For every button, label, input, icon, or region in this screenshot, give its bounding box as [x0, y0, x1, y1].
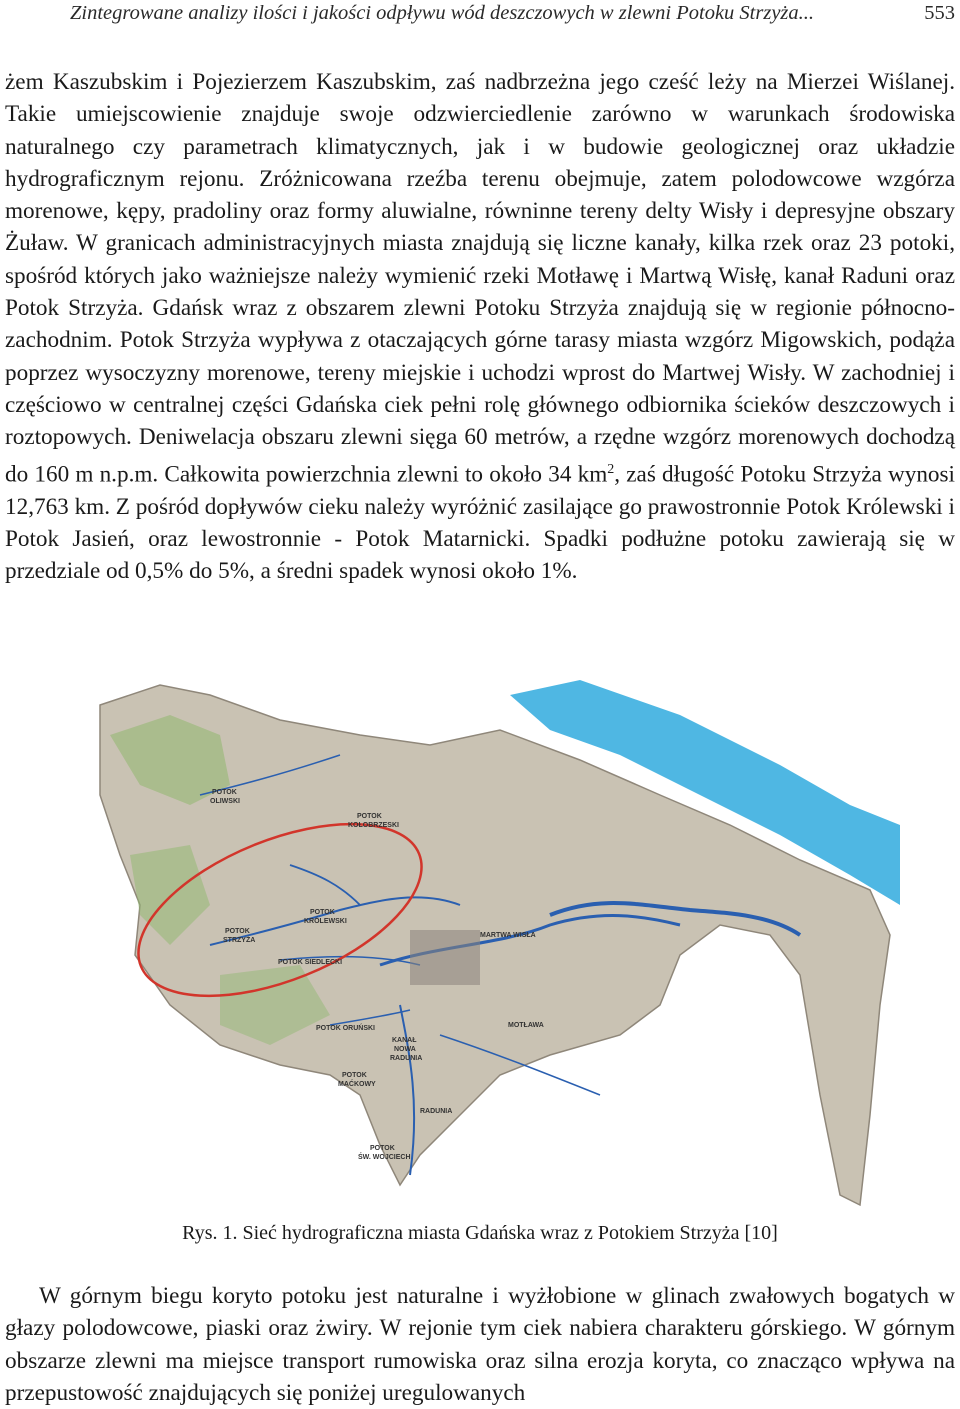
label-potok-siedlecki: POTOK SIEDLECKI: [278, 959, 343, 966]
label-potok-oliwski-1: POTOK: [212, 789, 237, 796]
label-potok-mackowy-2: MAĆKOWY: [338, 1081, 376, 1088]
label-potok-strzyza-1: POTOK: [225, 928, 250, 935]
paragraph-2-text: W górnym biegu koryto potoku jest naturalne i wyżłobione w glinach zwałowych bogatych w głazy polodowcowe, piaski oraz żwiry. W rejonie tym ciek nabiera charakteru górskiego. W górnym obszarze zlewni ma miejsce transport rumowiska oraz silna erozja koryta, co znacząco wpływa na przepustowość znajdujących się poniżej uregulowanych: [5, 1283, 955, 1406]
area-superscript: 2: [607, 461, 615, 477]
label-kanal-nowa-radunia-2: NOWA: [394, 1046, 416, 1053]
body-paragraph-2: [5, 1280, 955, 1409]
city-center: [410, 930, 480, 985]
label-potok-kolobrzeski-1: POTOK: [357, 813, 382, 820]
label-potok-sw-wojciech-1: POTOK: [370, 1145, 395, 1152]
running-title: Zintegrowane analizy ilości i jakości odpływu wód deszczowych w zlewni Potoku Strzyża...: [70, 2, 815, 24]
paragraph-1-end: , zaś długość Potoku Strzyża wynosi 12,763 km. Z pośród dopływów cieku należy wyróżnić zasilające go prawostronnie Potok Królewski i Potok Jasień, oraz lewostronnie - Potok Matarnicki. Spadki podłużne potoku zawierają się w przedziale od 0,5% do 5%, a średni spadek wynosi około 1%.: [5, 461, 955, 585]
body-paragraph-1: [5, 66, 955, 587]
label-potok-orunski: POTOK ORUŃSKI: [316, 1025, 375, 1032]
label-potok-krolewski-1: POTOK: [310, 909, 335, 916]
label-kanal-nowa-radunia-1: KANAŁ: [392, 1037, 417, 1044]
running-header: [0, 0, 960, 40]
paragraph-1-text: żem Kaszubskim i Pojezierzem Kaszubskim, zaś nadbrzeżna jego cześć leży na Mierzei Wiślanej. Takie umiejscowienie znajduje swoje odzwierciedlenie zarówno w warunkach środowiska naturalnego czy parametrach klimatycznych, jak i w budowie geologicznej oraz układzie hydrograficznym rejonu. Zróżnicowana rzeźba terenu obejmuje, zatem polodowcowe wzgórza morenowe, kępy, pradoliny oraz formy aluwialne, równinne tereny delty Wisły i depresyjne obszary Żuław. W granicach administracyjnych miasta znajdują się liczne kanały, kilka rzek oraz 23 potoki, spośród których jako ważniejsze należy wymienić rzeki Motławę i Martwą Wisłę, kanał Raduni oraz Potok Strzyża. Gdańsk wraz z obszarem zlewni Potoku Strzyża znajdują się w regionie północno-zachodnim. Potok Strzyża wypływa z otaczających górne tarasy miasta wzgórz Migowskich, podąża poprzez wysoczyzny morenowe, tereny miejskie i uchodzi wprost do Martwej Wisły. W zachodniej i częściowo w centralnej części Gdańska ciek pełni rolę głównego odbiornika ścieków deszczowych i roztopowych. Deniwelacja obszaru zlewni sięga 60 metrów, a rzędne wzgórz morenowych dochodzą do 160 m n.p.m. Całkowita powierzchnia zlewni to około 34 km: [5, 69, 955, 488]
label-potok-strzyza-2: STRZYŻA: [223, 937, 256, 944]
label-potok-kolobrzeski-2: KOŁOBRZESKI: [348, 822, 399, 829]
label-potok-sw-wojciech-2: ŚW. WOJCIECH: [358, 1154, 411, 1161]
label-martwa-wisla: MARTWA WISŁA: [480, 932, 536, 939]
label-radunia: RADUNIA: [420, 1108, 453, 1115]
label-potok-oliwski-2: OLIWSKI: [210, 798, 240, 805]
hydrographic-map: [80, 675, 900, 1210]
map-svg: [80, 675, 900, 1210]
label-potok-krolewski-2: KRÓLEWSKI: [304, 918, 347, 925]
label-kanal-nowa-radunia-3: RADUNIA: [390, 1055, 423, 1062]
label-motlawa: MOTŁAWA: [508, 1022, 544, 1029]
page-number: 553: [924, 2, 955, 24]
figure-caption: Rys. 1. Sieć hydrograficzna miasta Gdańska wraz z Potokiem Strzyża [10]: [182, 1222, 778, 1244]
label-potok-mackowy-1: POTOK: [342, 1072, 367, 1079]
